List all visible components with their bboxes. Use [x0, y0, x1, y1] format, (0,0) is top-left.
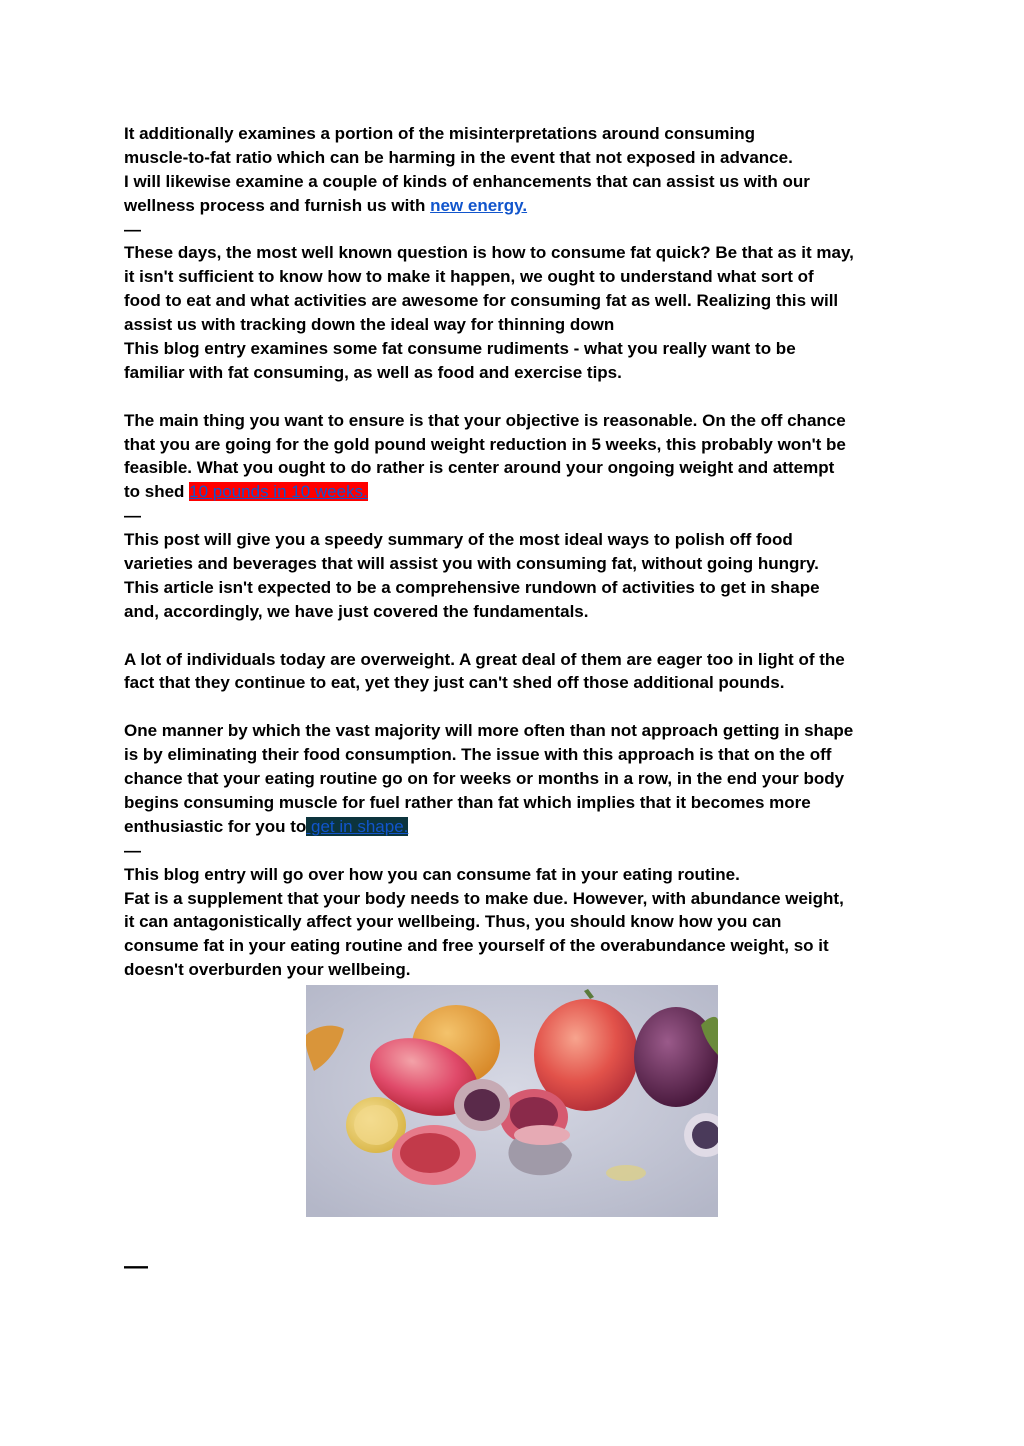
blank-line — [124, 385, 914, 409]
fruit-illustration-graphic — [306, 985, 718, 1217]
new-energy-link[interactable]: new energy. — [430, 195, 528, 215]
text-line: familiar with fat consuming, as well as food and exercise tips. — [124, 362, 622, 382]
blank-line — [124, 695, 914, 719]
end-dash: — — [124, 1253, 148, 1280]
text-line: muscle-to-fat ratio which can be harming in the event that not exposed in advance. — [124, 147, 793, 167]
text-line: This blog entry will go over how you can consume fat in your eating routine. — [124, 864, 740, 884]
text-line: These days, the most well known question is how to consume fat quick? Be that as it may, — [124, 243, 854, 263]
text-line: that you are going for the gold pound weight reduction in 5 weeks, this probably won't be — [124, 434, 846, 454]
text-line — [124, 815, 914, 839]
text-line: consume fat in your eating routine and free yourself of the overabundance weight, so it — [124, 936, 829, 956]
text-line: it can antagonistically affect your wellbeing. Thus, you should know how you can — [124, 912, 782, 932]
text-line: feasible. What you ought to do rather is center around your ongoing weight and attempt — [124, 458, 835, 478]
text-line: A lot of individuals today are overweight. A great deal of them are eager too in light of the — [124, 649, 845, 669]
separator-dash: — — [124, 219, 141, 239]
text-line: doesn't overburden your wellbeing. — [124, 960, 411, 980]
text-line: Fat is a supplement that your body needs to make due. However, with abundance weight, — [124, 888, 844, 908]
text-line: This article isn't expected to be a comprehensive rundown of activities to get in shape — [124, 577, 820, 597]
text-line: This blog entry examines some fat consume rudiments - what you really want to be — [124, 339, 796, 359]
text-line: is by eliminating their food consumption. The issue with this approach is that on the off — [124, 745, 832, 765]
text-span: to shed — [124, 482, 190, 502]
text-span: wellness process and furnish us with — [124, 195, 431, 215]
text-line — [124, 480, 914, 504]
text-line: and, accordingly, we have just covered the fundamentals. — [124, 601, 589, 621]
separator-dash: — — [124, 840, 141, 860]
text-line: begins consuming muscle for fuel rather than fat which implies that it becomes more — [124, 792, 811, 812]
text-line: varieties and beverages that will assist you with consuming fat, without going hungry. — [124, 554, 819, 574]
separator-dash: — — [124, 506, 141, 526]
fruit-illustration — [306, 985, 718, 1217]
text-line: chance that your eating routine go on for weeks or months in a row, in the end your body — [124, 769, 845, 789]
text-line: I will likewise examine a couple of kinds of enhancements that can assist us with our — [124, 171, 810, 191]
document-body — [124, 122, 914, 982]
text-line: This post will give you a speedy summary of the most ideal ways to polish off food — [124, 530, 793, 550]
text-line: One manner by which the vast majority will more often than not approach getting in shape — [124, 721, 854, 741]
text-line: The main thing you want to ensure is that your objective is reasonable. On the off chance — [124, 410, 846, 430]
blank-line — [124, 624, 914, 648]
text-line — [124, 194, 914, 218]
ten-pounds-link[interactable]: 10 pounds in 10 weeks. — [189, 482, 368, 502]
text-line: It additionally examines a portion of the misinterpretations around consuming — [124, 124, 755, 143]
get-in-shape-link[interactable]: get in shape. — [306, 816, 409, 836]
text-line: food to eat and what activities are awesome for consuming fat as well. Realizing this will — [124, 291, 839, 311]
text-line: it isn't sufficient to know how to make it happen, we ought to understand what sort of — [124, 267, 814, 287]
text-line: fact that they continue to eat, yet they just can't shed off those additional pounds. — [124, 673, 785, 693]
text-line: assist us with tracking down the ideal way for thinning down — [124, 315, 615, 335]
text-span: enthusiastic for you to — [124, 816, 307, 836]
